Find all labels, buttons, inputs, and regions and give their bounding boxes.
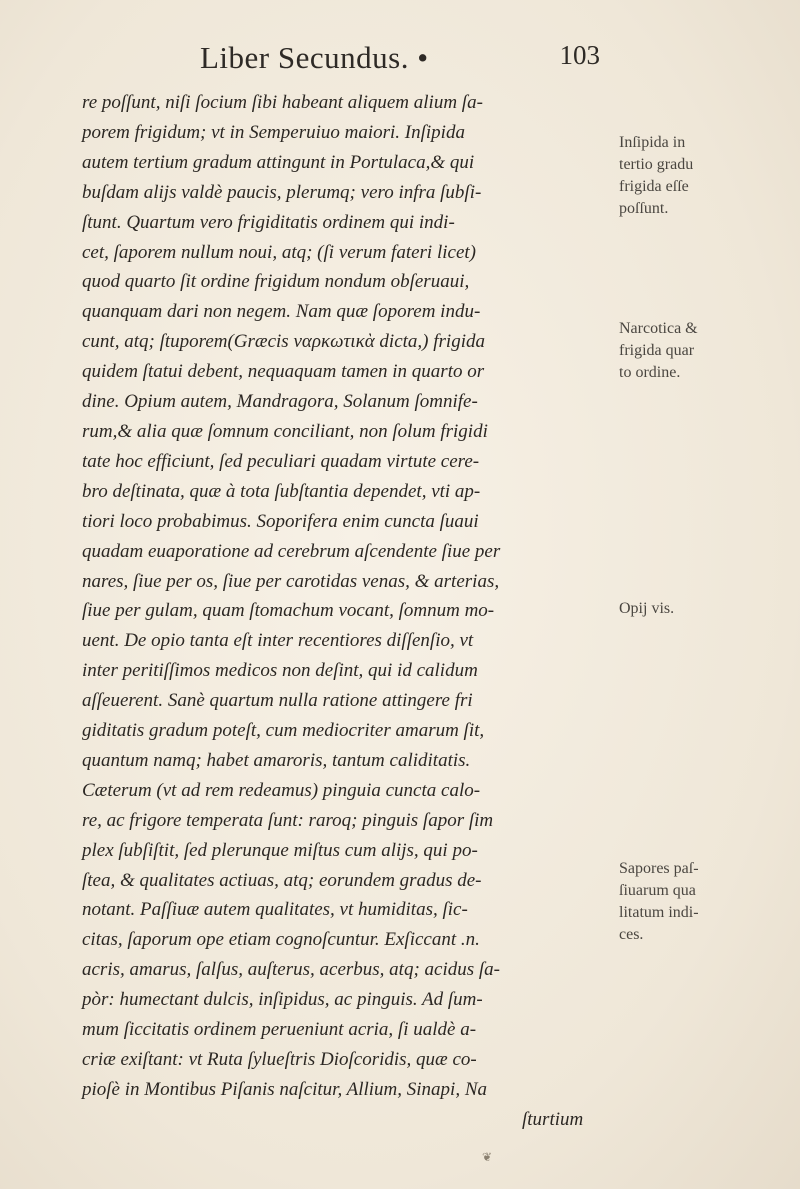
text-line: buſdam alijs valdè paucis, plerumq; vero infra ſubſi-	[82, 181, 482, 203]
text-line: inter peritiſſimos medicos non deſint, qui id calidum	[82, 660, 478, 682]
text-line: citas, ſaporum ope etiam cognoſcuntur. Exſiccant .n.	[82, 929, 480, 951]
text-line: dine. Opium autem, Mandragora, Solanum ſomnife-	[82, 391, 478, 413]
text-line: nares, ſiue per os, ſiue per carotidas venas, & arterias,	[82, 570, 500, 592]
text-line: ſiue per gulam, quam ſtomachum vocant, ſomnum mo-	[82, 600, 495, 622]
text-line: plex ſubſiſtit, ſed plerunque miſtus cum alijs, qui po-	[82, 839, 478, 861]
text-line: acris, amarus, ſalſus, auſterus, acerbus, atq; acidus ſa-	[82, 959, 500, 981]
text-line: autem tertium gradum attingunt in Portulaca,& qui	[82, 151, 475, 173]
text-line: tate hoc efficiunt, ſed peculiari quadam virtute cere-	[82, 450, 480, 472]
text-line: porem frigidum; vt in Semperuiuo maiori. Inſipida	[82, 121, 465, 143]
text-line: notant. Paſſiuæ autem qualitates, vt humiditas, ſic-	[82, 899, 468, 921]
margin-note-insipida	[619, 132, 789, 220]
margin-note-line: Narcotica &	[619, 320, 698, 337]
text-line: criæ exiſtant: vt Ruta ſylueſtris Dioſcoridis, quæ co-	[82, 1049, 477, 1070]
printer-ornament-icon: ❦	[482, 1150, 493, 1164]
running-title: Liber Secundus. •	[200, 40, 429, 75]
margin-note-opij	[619, 598, 789, 620]
text-line: pòr: humectant dulcis, inſipidus, ac pinguis. Ad ſum-	[82, 989, 483, 1011]
text-line: pioſè in Montibus Piſanis naſcitur, Allium, Sinapi, Na	[82, 1078, 487, 1100]
margin-note-line: to ordine.	[619, 364, 681, 381]
page-number: 103	[559, 40, 600, 70]
text-line: ſtea, & qualitates actiuas, atq; eorundem gradus de-	[82, 869, 482, 891]
text-line: cunt, atq; ſtuporem(Græcis ναρκωτικὰ dicta,) frigida	[82, 331, 485, 353]
page-header	[200, 40, 600, 80]
margin-note-line: Opij vis.	[619, 600, 675, 617]
text-line: bro deſtinata, quæ à tota ſubſtantia dependet, vti ap-	[82, 480, 481, 502]
margin-note-line: frigida eſſe	[619, 178, 689, 195]
text-line: ſtunt. Quartum vero frigiditatis ordinem qui indi-	[82, 211, 455, 233]
text-line: quidem ſtatui debent, nequaquam tamen in quarto or	[82, 361, 485, 383]
text-line: re poſſunt, niſi ſocium ſibi habeant aliquem alium ſa-	[82, 92, 483, 113]
text-line: uent. De opio tanta eſt inter recentiores diſſenſio, vt	[82, 630, 474, 652]
margin-note-line: tertio gradu	[619, 156, 694, 173]
catchword: ſturtium	[522, 1108, 584, 1130]
text-line: tiori loco probabimus. Soporifera enim cuncta ſuaui	[82, 510, 479, 532]
text-line: quadam euaporatione ad cerebrum aſcendente ſiue per	[82, 540, 501, 562]
margin-note-line: litatum indi-	[619, 904, 699, 921]
main-text-block	[82, 88, 612, 1135]
text-line: rum,& alia quæ ſomnum conciliant, non ſolum frigidi	[82, 420, 488, 442]
text-line: mum ſiccitatis ordinem perueniunt acria, ſi ualdè a-	[82, 1019, 477, 1041]
text-line: Cæterum (vt ad rem redeamus) pinguia cuncta calo-	[82, 779, 481, 801]
margin-note-line: ſiuarum qua	[619, 882, 696, 899]
margin-note-sapores	[619, 858, 789, 946]
margin-note-line: poſſunt.	[619, 200, 669, 217]
margin-note-line: Sapores paſ-	[619, 860, 699, 877]
text-line: re, ac frigore temperata ſunt: raroq; pinguis ſapor ſim	[82, 809, 494, 831]
margin-note-narcotica	[619, 318, 789, 384]
text-line: quanquam dari non negem. Nam quæ ſoporem indu-	[82, 301, 481, 323]
text-line: aſſeuerent. Sanè quartum nulla ratione attingere fri	[82, 690, 473, 712]
text-line: quantum namq; habet amaroris, tantum caliditatis.	[82, 749, 471, 771]
text-line: quod quarto ſit ordine frigidum nondum obſeruaui,	[82, 271, 470, 293]
text-line: giditatis gradum poteſt, cum mediocriter amarum ſit,	[82, 720, 485, 742]
margin-note-line: Inſipida in	[619, 134, 686, 151]
text-line: cet, ſaporem nullum noui, atq; (ſi verum fateri licet)	[82, 241, 476, 263]
margin-note-line: frigida quar	[619, 342, 695, 359]
margin-note-line: ces.	[619, 926, 644, 943]
